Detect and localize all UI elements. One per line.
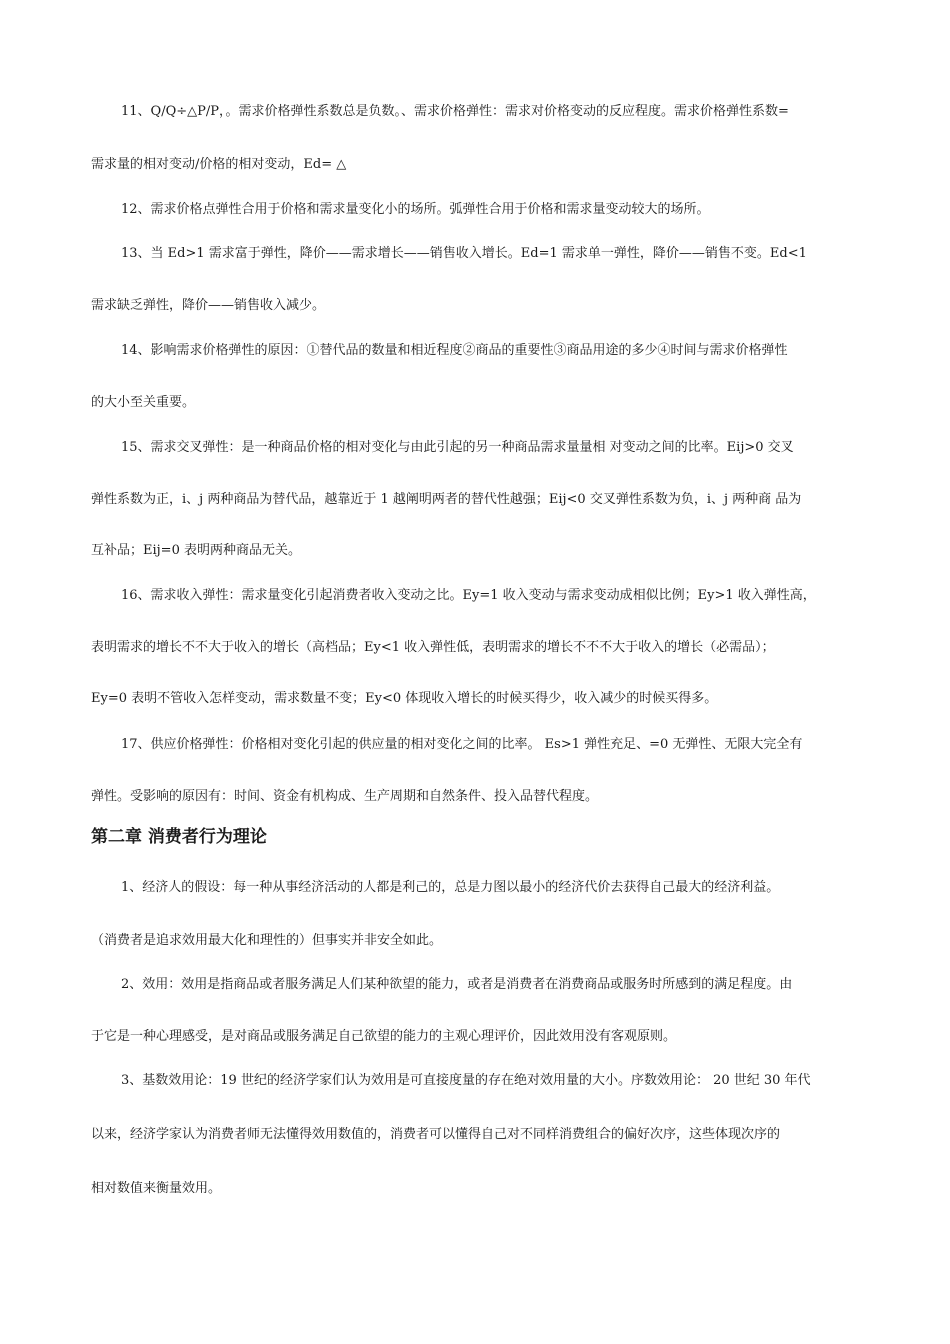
chapter-paragraph-2-line-1: 2、效用：效用是指商品或者服务满足人们某种欲望的能力，或者是消费者在消费商品或服务时所感到的满足程度。由 (121, 977, 793, 992)
chapter-paragraph-3-line-1: 3、基数效用论：19 世纪的经济学家们认为效用是可直接度量的存在绝对效用量的大小。序数效用论： 20 世纪 30 年代 (121, 1073, 811, 1088)
chapter-paragraph-1-line-1: 1、经济人的假设：每一种从事经济活动的人都是利己的，总是力图以最小的经济代价去获得自己最大的经济利益。 (121, 880, 780, 895)
paragraph-13-line-1: 13、当 Ed>1 需求富于弹性，降价——需求增长——销售收入增长。Ed=1 需求单一弹性，降价——销售不变。Ed<1 (121, 246, 807, 261)
chapter-paragraph-1-line-2: （消费者是追求效用最大化和理性的）但事实并非安全如此。 (91, 933, 443, 948)
paragraph-17-line-2: 弹性。受影响的原因有：时间、资金有机构成、生产周期和自然条件、投入品替代程度。 (91, 789, 599, 804)
paragraph-15-line-2: 弹性系数为正，i、j 两种商品为替代品，越靠近于 1 越阐明两者的替代性越强；Eij<0 交叉弹性系数为负，i、j 两种商 品为 (91, 492, 802, 507)
paragraph-15-line-1: 15、需求交叉弹性：是一种商品价格的相对变化与由此引起的另一种商品需求量量相 对变动之间的比率。Eij>0 交叉 (121, 440, 794, 455)
paragraph-15-line-3: 互补品；Eij=0 表明两种商品无关。 (91, 543, 301, 558)
paragraph-14-line-1: 14、影响需求价格弹性的原因：①替代品的数量和相近程度②商品的重要性③商品用途的多少④时间与需求价格弹性 (121, 343, 788, 358)
chapter-paragraph-3-line-2: 以来，经济学家认为消费者师无法懂得效用数值的，消费者可以懂得自己对不同样消费组合的偏好次序，这些体现次序的 (91, 1127, 781, 1142)
paragraph-16-line-2: 表明需求的增长不不大于收入的增长（高档品；Ey<1 收入弹性低，表明需求的增长不不不大于收入的增长（必需品）； (91, 640, 775, 655)
paragraph-12-line-1: 12、需求价格点弹性合用于价格和需求量变化小的场所。弧弹性合用于价格和需求量变动较大的场所。 (121, 202, 710, 217)
paragraph-16-line-1: 16、需求收入弹性：需求量变化引起消费者收入变动之比。Ey=1 收入变动与需求变动成相似比例；Ey>1 收入弹性高， (121, 588, 816, 603)
paragraph-16-line-3: Ey=0 表明不管收入怎样变动，需求数量不变；Ey<0 体现收入增长的时候买得少，收入减少的时候买得多。 (91, 691, 718, 706)
paragraph-11-line-2: 需求量的相对变动/价格的相对变动，Ed= △ (91, 157, 347, 172)
chapter-heading: 第二章 消费者行为理论 (91, 827, 267, 847)
paragraph-17-line-1: 17、供应价格弹性：价格相对变化引起的供应量的相对变化之间的比率。 Es>1 弹性充足、=0 无弹性、无限大完全有 (121, 737, 803, 752)
chapter-paragraph-3-line-3: 相对数值来衡量效用。 (91, 1181, 222, 1196)
paragraph-13-line-2: 需求缺乏弹性，降价——销售收入减少。 (91, 298, 326, 313)
chapter-paragraph-2-line-2: 于它是一种心理感受，是对商品或服务满足自己欲望的能力的主观心理评价，因此效用没有客观原则。 (91, 1029, 677, 1044)
paragraph-14-line-2: 的大小至关重要。 (91, 395, 196, 410)
paragraph-11-line-1: 11、Q/Q÷△P/P，。需求价格弹性系数总是负数。、需求价格弹性：需求对价格变动的反应程度。需求价格弹性系数= (121, 104, 789, 119)
